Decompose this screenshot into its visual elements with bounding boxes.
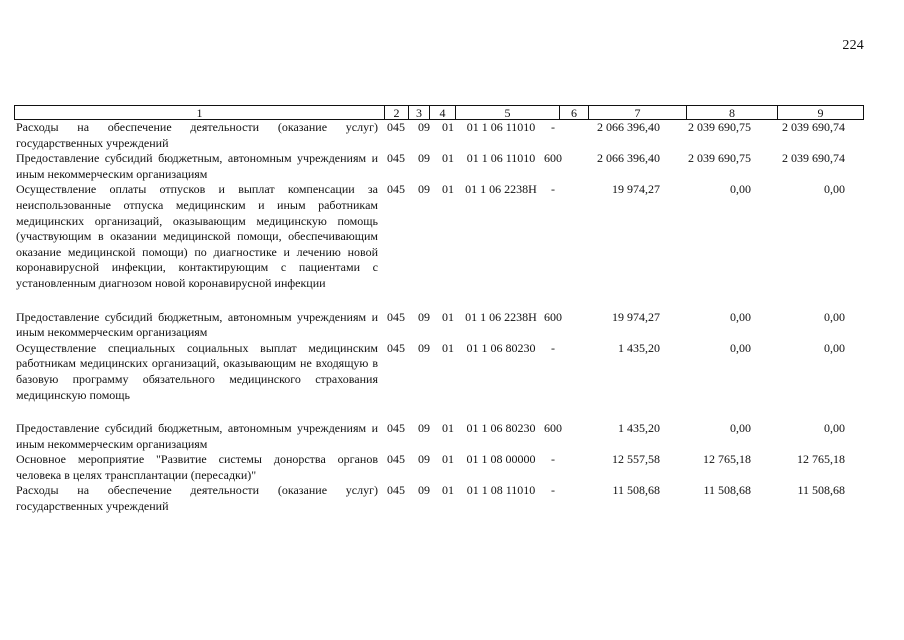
cell-col-9: 0,00 <box>824 309 845 324</box>
table-row <box>16 182 864 291</box>
header-col-7: 7 <box>589 106 687 119</box>
cell-col-4: 01 <box>442 421 454 436</box>
cell-col-9: 2 039 690,74 <box>782 151 845 166</box>
table-row <box>16 483 864 514</box>
cell-col-5: 01 1 06 2238Н <box>465 309 537 324</box>
cell-col-3: 09 <box>418 483 430 498</box>
cell-col-4: 01 <box>442 452 454 467</box>
cell-col-7: 1 435,20 <box>618 421 660 436</box>
cell-col-2: 045 <box>387 309 405 324</box>
row-description: Расходы на обеспечение деятельности (оказание услуг) государственных учреждений <box>16 120 378 150</box>
header-col-6: 6 <box>560 106 589 119</box>
header-col-4: 4 <box>430 106 456 119</box>
cell-col-7: 1 435,20 <box>618 340 660 355</box>
table-row <box>16 120 864 151</box>
cell-col-3: 09 <box>418 309 430 324</box>
cell-col-6: - <box>551 182 555 197</box>
table-header-row <box>14 105 864 120</box>
cell-col-8: 12 765,18 <box>703 452 751 467</box>
cell-col-5: 01 1 06 80230 <box>466 421 536 436</box>
header-col-3: 3 <box>409 106 430 119</box>
cell-col-8: 11 508,68 <box>703 483 751 498</box>
row-description: Предоставление субсидий бюджетным, автономным учреждениям и иным некоммерческим организациям <box>16 309 378 340</box>
row-description: Осуществление оплаты отпусков и выплат компенсации за неиспользованные отпуска медицинским и иным работникам медицинских организаций, оказывающим медицинскую помощь (участвующим в оказании медицинской помощи, обеспечивающим оказание медицинской помощи) по диагностике и лечению новой коронавирусной инфекции, контактирующим с пациентами с установленным диагнозом новой коронавирусной инфекции <box>16 182 378 290</box>
cell-col-2: 045 <box>387 340 405 355</box>
cell-col-3: 09 <box>418 151 430 166</box>
cell-col-4: 01 <box>442 340 454 355</box>
header-col-5: 5 <box>456 106 560 119</box>
cell-col-4: 01 <box>442 120 454 134</box>
table-row <box>16 341 864 403</box>
table-body <box>16 120 864 515</box>
table-row <box>16 151 864 182</box>
cell-col-2: 045 <box>387 151 405 166</box>
header-col-9: 9 <box>817 106 824 120</box>
header-col-2: 2 <box>385 106 409 119</box>
cell-col-3: 09 <box>418 452 430 467</box>
cell-col-5: 01 1 06 11010 <box>466 151 536 166</box>
cell-col-3: 09 <box>418 120 430 134</box>
cell-col-2: 045 <box>387 483 405 498</box>
cell-col-8: 0,00 <box>730 340 751 355</box>
cell-col-4: 01 <box>442 182 454 197</box>
cell-col-9: 2 039 690,74 <box>782 120 845 134</box>
cell-col-3: 09 <box>418 340 430 355</box>
row-description: Предоставление субсидий бюджетным, автономным учреждениям и иным некоммерческим организациям <box>16 151 378 181</box>
table-row <box>16 310 864 341</box>
cell-col-5: 01 1 06 80230 <box>466 340 536 355</box>
row-spacer <box>16 292 864 310</box>
cell-col-8: 0,00 <box>730 182 751 197</box>
cell-col-3: 09 <box>418 182 430 197</box>
cell-col-3: 09 <box>418 421 430 436</box>
cell-col-4: 01 <box>442 483 454 498</box>
cell-col-2: 045 <box>387 421 405 436</box>
header-col-8: 8 <box>687 106 778 119</box>
header-col-1: 1 <box>15 106 385 119</box>
row-description: Основное мероприятие "Развитие системы донорства органов человека в целях трансплантации (пересадки)" <box>16 452 378 482</box>
cell-col-4: 01 <box>442 151 454 166</box>
cell-col-5: 01 1 06 2238Н <box>465 182 537 197</box>
cell-col-6: - <box>551 120 555 134</box>
cell-col-6: - <box>551 340 555 355</box>
cell-col-5: 01 1 08 11010 <box>466 483 536 498</box>
cell-col-9: 0,00 <box>824 421 845 436</box>
cell-col-5: 01 1 06 11010 <box>466 120 536 134</box>
cell-col-9: 12 765,18 <box>797 452 845 467</box>
table-row <box>16 452 864 483</box>
cell-col-6: 600 <box>544 151 562 166</box>
row-description: Осуществление специальных социальных выплат медицинским работникам медицинских организаций, оказывающим не входящую в базовую программу обязательного медицинского страхования медицинскую помощь <box>16 340 378 402</box>
page-number: 224 <box>842 38 864 53</box>
cell-col-6: 600 <box>544 309 562 324</box>
cell-col-9: 0,00 <box>824 340 845 355</box>
cell-col-6: - <box>551 483 555 498</box>
cell-col-2: 045 <box>387 120 405 134</box>
cell-col-7: 11 508,68 <box>612 483 660 498</box>
cell-col-9: 11 508,68 <box>797 483 845 498</box>
table-row <box>16 421 864 452</box>
cell-col-8: 0,00 <box>730 309 751 324</box>
cell-col-7: 2 066 396,40 <box>597 120 660 134</box>
cell-col-4: 01 <box>442 309 454 324</box>
row-description: Расходы на обеспечение деятельности (оказание услуг) государственных учреждений <box>16 483 378 514</box>
row-description: Предоставление субсидий бюджетным, автономным учреждениям и иным некоммерческим организациям <box>16 421 378 451</box>
cell-col-2: 045 <box>387 452 405 467</box>
cell-col-6: - <box>551 452 555 467</box>
cell-col-7: 19 974,27 <box>612 182 660 197</box>
row-spacer <box>16 403 864 421</box>
cell-col-8: 0,00 <box>730 421 751 436</box>
cell-col-9: 0,00 <box>824 182 845 197</box>
cell-col-7: 2 066 396,40 <box>597 151 660 166</box>
cell-col-8: 2 039 690,75 <box>688 151 751 166</box>
cell-col-6: 600 <box>544 421 562 436</box>
cell-col-2: 045 <box>387 182 405 197</box>
cell-col-5: 01 1 08 00000 <box>466 452 536 467</box>
cell-col-7: 19 974,27 <box>612 309 660 324</box>
cell-col-7: 12 557,58 <box>612 452 660 467</box>
cell-col-8: 2 039 690,75 <box>688 120 751 134</box>
